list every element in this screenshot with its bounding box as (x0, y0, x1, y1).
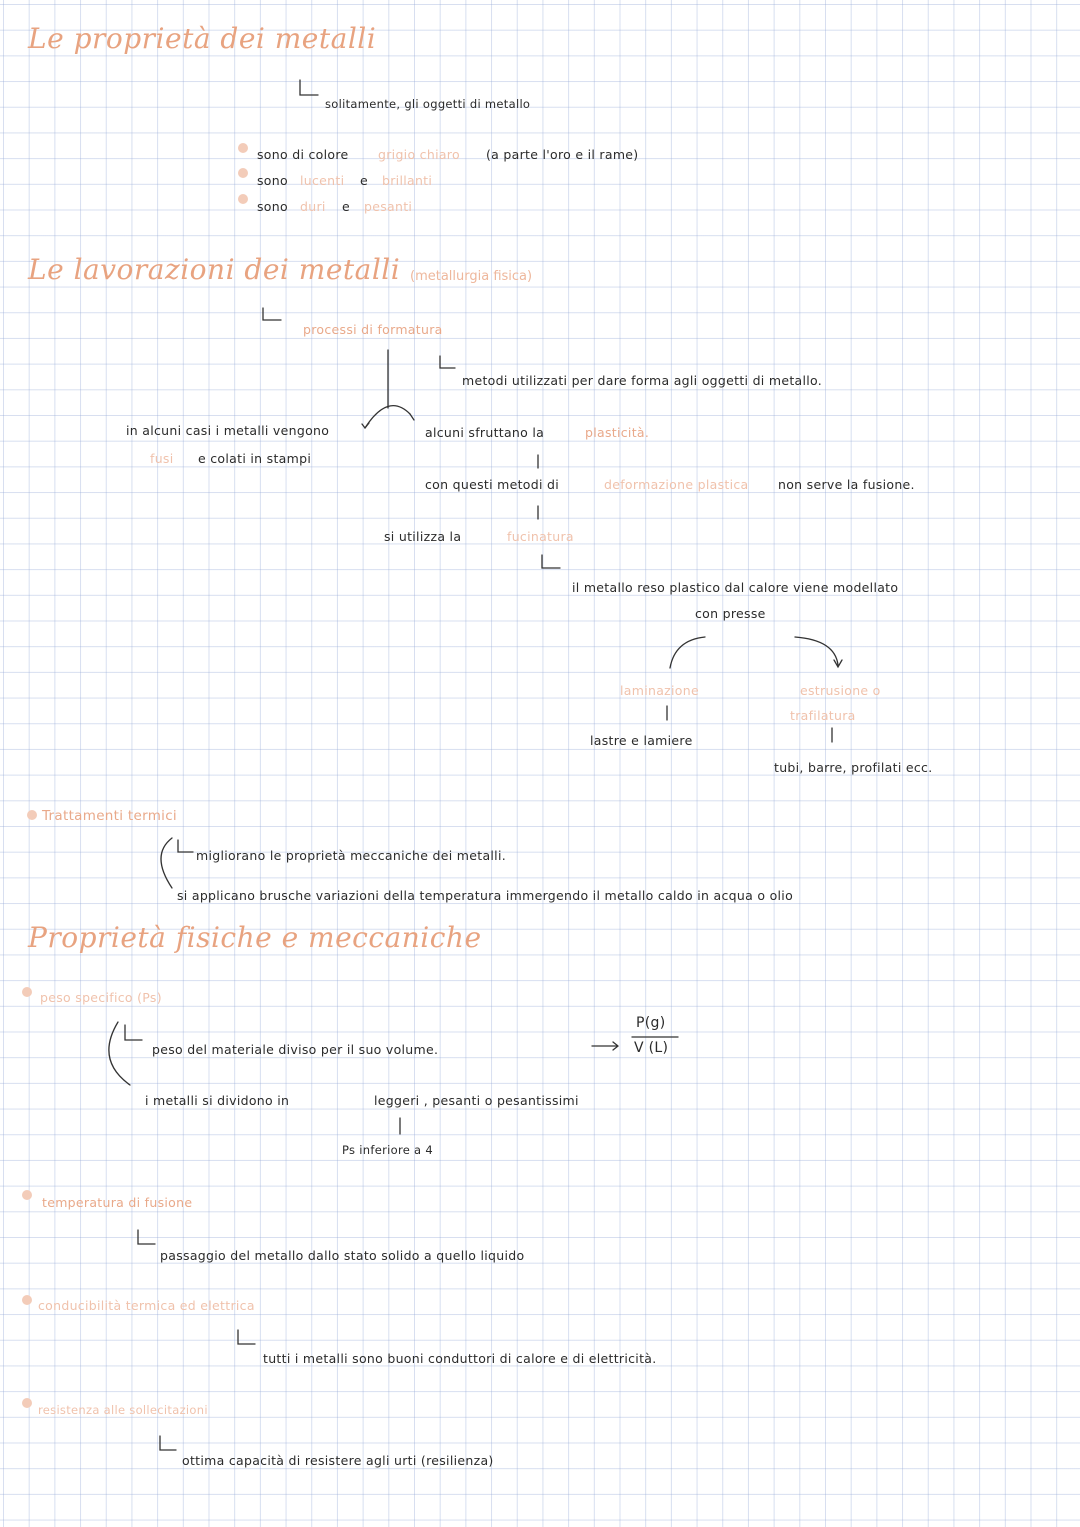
resistenza-definizione: ottima capacità di resistere agli urti (resilienza) (182, 1453, 494, 1468)
lastre-lamiere: lastre e lamiere (590, 733, 693, 748)
estrusione: estrusione o (800, 683, 881, 698)
heading-proprieta-fisiche: Proprietà fisiche e meccaniche (28, 921, 482, 954)
bullet-dot (238, 143, 248, 153)
s1-line3-a: sono (257, 199, 288, 214)
trafilatura: trafilatura (790, 708, 856, 723)
bullet-dot (238, 168, 248, 178)
heading-lavorazioni: Le lavorazioni dei metalli (28, 253, 401, 286)
trattamenti-title: Trattamenti termici (42, 808, 177, 824)
s1-line2-d: brillanti (382, 173, 433, 188)
deformazione-plastica: deformazione plastica (604, 477, 749, 492)
bullet-dot (238, 194, 248, 204)
processi-formatura: processi di formatura (303, 322, 443, 337)
left-branch-line1: in alcuni casi i metalli vengono (126, 423, 330, 438)
con-presse: con presse (695, 606, 766, 621)
left-branch-fusi: fusi (150, 451, 174, 466)
s1-line3-c: e (342, 199, 350, 214)
heading-proprieta-metalli: Le proprietà dei metalli (28, 22, 377, 55)
s1-line1-a: sono di colore (257, 147, 349, 162)
bullet-dot (22, 1398, 32, 1408)
resistenza-title: resistenza alle sollecitazioni (38, 1403, 208, 1417)
s1-line1-c: (a parte l'oro e il rame) (486, 147, 639, 162)
metodi-text: metodi utilizzati per dare forma agli oggetti di metallo. (462, 373, 823, 388)
fucinatura: fucinatura (507, 529, 574, 544)
plasticita: plasticità. (585, 425, 650, 440)
s1-line2-b: lucenti (300, 173, 345, 188)
laminazione: laminazione (620, 683, 699, 698)
temperatura-title: temperatura di fusione (42, 1195, 193, 1210)
s1-line2-c: e (360, 173, 368, 188)
s1-line3-b: duri (300, 199, 326, 214)
s1-intro: solitamente, gli oggetti di metallo (325, 97, 531, 111)
con-questi-a: con questi metodi di (425, 477, 560, 492)
bullet-dot (22, 1190, 32, 1200)
bullet-dot (22, 1295, 32, 1305)
conducibilita-title: conducibilità termica ed elettrica (38, 1298, 255, 1313)
metalli-dividono: i metalli si dividono in (145, 1093, 290, 1108)
s1-line3-d: pesanti (364, 199, 413, 214)
formula-denominatore: V (L) (634, 1040, 669, 1056)
peso-definizione: peso del materiale diviso per il suo volume. (152, 1042, 439, 1057)
metallo-reso-plastico: il metallo reso plastico dal calore viene modellato (572, 580, 899, 595)
metalli-categorie: leggeri , pesanti o pesantissimi (374, 1093, 579, 1108)
bullet-dot (22, 987, 32, 997)
s1-line2-a: sono (257, 173, 288, 188)
con-questi-c: non serve la fusione. (778, 477, 915, 492)
conducibilita-definizione: tutti i metalli sono buoni conduttori di calore e di elettricità. (263, 1351, 657, 1366)
trattamenti-line2: si applicano brusche variazioni della temperatura immergendo il metallo caldo in acqua o olio (177, 888, 794, 903)
si-utilizza: si utilizza la (384, 529, 462, 544)
right-branch-line1: alcuni sfruttano la (425, 425, 545, 440)
bullet-dot (27, 810, 37, 820)
left-branch-line2: e colati in stampi (198, 451, 312, 466)
heading-lavorazioni-note: (metallurgia fisica) (410, 269, 533, 284)
trattamenti-line1: migliorano le proprietà meccaniche dei metalli. (196, 848, 506, 863)
peso-specifico-title: peso specifico (Ps) (40, 990, 162, 1005)
s1-line1-b: grigio chiaro (378, 147, 460, 162)
tubi-barre: tubi, barre, profilati ecc. (774, 760, 933, 775)
formula-numeratore: P(g) (636, 1015, 666, 1031)
ps-inferiore: Ps inferiore a 4 (342, 1143, 433, 1157)
temperatura-definizione: passaggio del metallo dallo stato solido a quello liquido (160, 1248, 525, 1263)
